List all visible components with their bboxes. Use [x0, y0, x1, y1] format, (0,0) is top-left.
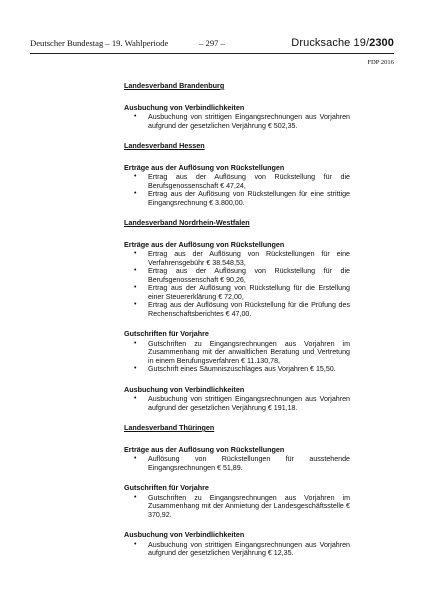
- list-item: [124, 494, 350, 520]
- bullet-icon: •: [134, 284, 137, 291]
- list-item-text: Ertrag aus der Auflösung von Rückstellungen für eine strittige Eingangsrechnung € 3.800,00.: [148, 190, 350, 207]
- list-item: [124, 113, 350, 130]
- page-header: [30, 37, 394, 51]
- section-title: Landesverband Nordrhein-Westfalen: [124, 218, 250, 227]
- list-item-text: Ertrag aus der Auflösung von Rückstellung für die Berufsgenossenschaft € 90,26,: [148, 267, 350, 284]
- list-item: [124, 365, 350, 374]
- document-body: [124, 82, 350, 570]
- list-item-text: Auflösung von Rückstellungen für ausstehende Eingangsrechnungen € 51,89.: [148, 455, 350, 472]
- entry-group: [124, 241, 350, 319]
- list-item-text: Gutschrift eines Säumniszuschlages aus Vorjahren € 15,50.: [148, 365, 336, 373]
- section-title: Landesverband Brandenburg: [124, 81, 225, 90]
- list-item: [124, 455, 350, 472]
- entry-group: [124, 330, 350, 374]
- list-item: [124, 301, 350, 318]
- entry-group: [124, 484, 350, 519]
- list-item: [124, 395, 350, 412]
- item-list: [124, 494, 350, 520]
- item-list: [124, 455, 350, 472]
- list-item: [124, 173, 350, 190]
- list-item-text: Ertrag aus der Auflösung von Rückstellung für die Erstellung einer Steuererklärung € 72,00,: [148, 284, 350, 301]
- list-item-text: Ausbuchung von strittigen Eingangsrechnungen aus Vorjahren aufgrund der gesetzlichen Verjährung € 191,18.: [148, 395, 350, 412]
- list-item: [124, 340, 350, 366]
- bullet-icon: •: [134, 540, 137, 548]
- header-rule: [30, 53, 394, 54]
- entry-group: [124, 386, 350, 413]
- document-number-prefix: Drucksache 19/: [291, 37, 370, 49]
- bullet-icon: •: [134, 173, 137, 180]
- list-item-text: Ertrag aus der Auflösung von Rückstellung für die Berufsgenossenschaft € 47,24,: [148, 173, 350, 190]
- list-item-text: Gutschriften zu Eingangsrechnungen aus Vorjahren im Zusammenhang mit der anwaltlichen Beratung und Vertretung in einem Berufungsverfahren € 11.130,78,: [148, 339, 350, 365]
- item-list: [124, 113, 350, 130]
- section: [124, 424, 350, 558]
- bullet-icon: •: [134, 455, 137, 462]
- list-item: [124, 250, 350, 267]
- item-list: [124, 173, 350, 207]
- item-list: [124, 541, 350, 558]
- bullet-icon: •: [134, 190, 137, 197]
- list-item: [124, 284, 350, 301]
- entry-group: [124, 531, 350, 558]
- bullet-icon: •: [134, 339, 137, 347]
- group-heading: Gutschriften für Vorjahre: [124, 483, 209, 492]
- bullet-icon: •: [134, 395, 137, 402]
- document-number: [291, 37, 394, 49]
- entry-group: [124, 446, 350, 473]
- list-item-text: Gutschriften zu Eingangsrechnungen aus Vorjahren im Zusammenhang mit der Anmietung der Landesgeschäftsstelle € 370,92.: [148, 493, 350, 519]
- list-item-text: Ausbuchung von strittigen Eingangsrechnungen aus Vorjahren aufgrund der gesetzlichen Verjährung € 12,35.: [148, 540, 350, 557]
- bullet-icon: •: [134, 250, 137, 257]
- list-item: [124, 267, 350, 284]
- entry-group: [124, 104, 350, 131]
- group-heading: Erträge aus der Auflösung von Rückstellungen: [124, 162, 285, 172]
- document-number-bold: 2300: [369, 37, 394, 49]
- section: [124, 142, 350, 207]
- parliament-period: Deutscher Bundestag – 19. Wahlperiode: [30, 38, 169, 48]
- group-heading: Erträge aus der Auflösung von Rückstellungen: [124, 239, 285, 249]
- section: [124, 219, 350, 412]
- entry-group: [124, 164, 350, 208]
- group-heading: Erträge aus der Auflösung von Rückstellungen: [124, 444, 285, 454]
- section-title: Landesverband Hessen: [124, 141, 205, 150]
- list-item-text: Ertrag aus der Auflösung von Rückstellung für die Prüfung des Rechenschaftsberichtes € 47,00.: [148, 301, 350, 318]
- bullet-icon: •: [134, 493, 137, 501]
- bullet-icon: •: [134, 113, 137, 120]
- page-number: – 297 –: [199, 38, 225, 48]
- item-list: [124, 395, 350, 412]
- group-heading: Gutschriften für Vorjahre: [124, 329, 209, 338]
- section: [124, 82, 350, 130]
- list-item: [124, 541, 350, 558]
- party-label: FDP 2016: [367, 59, 394, 66]
- list-item-text: Ausbuchung von strittigen Eingangsrechnungen aus Vorjahren aufgrund der gesetzlichen Verjährung € 502,35.: [148, 113, 350, 130]
- bullet-icon: •: [134, 301, 137, 308]
- item-list: [124, 250, 350, 318]
- list-item: [124, 190, 350, 207]
- group-heading: Ausbuchung von Verbindlichkeiten: [124, 384, 245, 394]
- list-item-text: Ertrag aus der Auflösung von Rückstellungen für eine Verfahrensgebühr € 38.548,53,: [148, 250, 350, 267]
- bullet-icon: •: [134, 365, 137, 372]
- group-heading: Ausbuchung von Verbindlichkeiten: [124, 530, 245, 539]
- section-title: Landesverband Thüringen: [124, 423, 215, 432]
- bullet-icon: •: [134, 267, 137, 274]
- item-list: [124, 340, 350, 374]
- group-heading: Ausbuchung von Verbindlichkeiten: [124, 102, 245, 112]
